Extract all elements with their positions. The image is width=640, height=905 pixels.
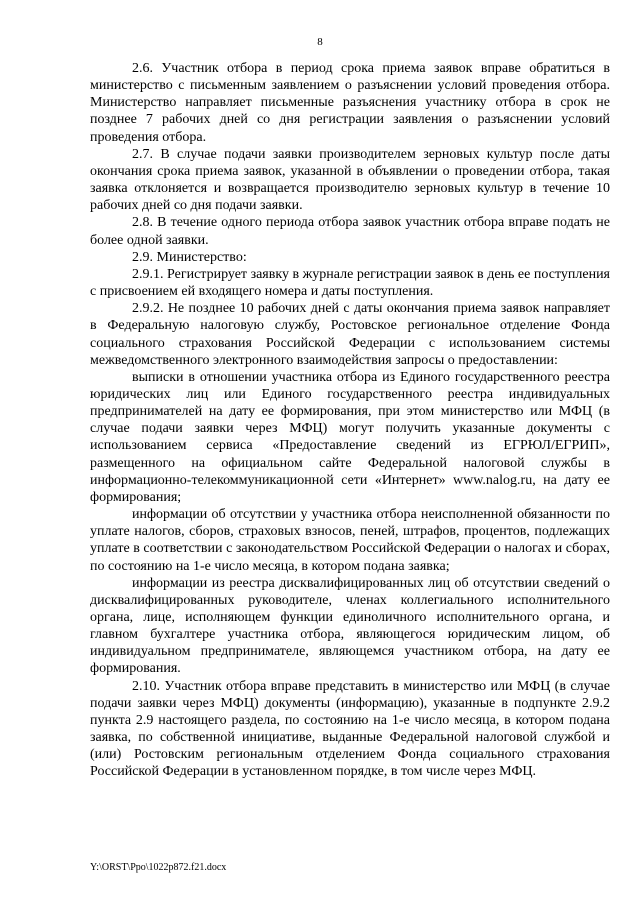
paragraph-2-8: 2.8. В течение одного периода отбора заявок участник отбора вправе подать не более одной заявки.	[90, 215, 610, 248]
footer-file-path: Y:\ORST\Ppo\1022p872.f21.docx	[90, 862, 227, 873]
paragraph-2-9-2: 2.9.2. Не позднее 10 рабочих дней с даты окончания приема заявок направляет в Федеральную налоговую службу, Ростовское региональное отделение Фонда социального страхования Российской Федерации с использованием системы межведомственного электронного взаимодействия запросы о предоставлении:	[90, 301, 610, 368]
paragraph-tax-info: информации об отсутствии у участника отбора неисполненной обязанности по уплате налогов, сборов, страховых взносов, пеней, штрафов, процентов, подлежащих уплате в соответствии с законодательством Российской Федерации о налогах и сборах, по состоянию на 1-е число месяца, в котором подана заявка;	[90, 507, 610, 574]
paragraph-egrul-extract: выписки в отношении участника отбора из Единого государственного реестра юридических лиц или Единого государственного реестра индивидуальных предпринимателей на дату ее формирования, при этом министерство или МФЦ (в случае подачи заявки через МФЦ) могут получить указанные документы с использованием сервиса «Предоставление сведений из ЕГРЮЛ/ЕГРИП», размещенного на официальном сайте Федеральной налоговой службы в информационно-телекоммуникационной сети «Интернет» www.nalog.ru, на дату ее формирования;	[90, 369, 610, 505]
paragraph-2-7: 2.7. В случае подачи заявки производителем зерновых культур после даты окончания срока приема заявок, указанной в объявлении о проведении отбора, такая заявка отклоняется и возвращается производителю зерновых культур в течение 10 рабочих дней со дня подачи заявки.	[90, 146, 610, 214]
paragraph-disqualified-registry: информации из реестра дисквалифицированных лиц об отсутствии сведений о дисквалифицированных руководителе, членах коллегиального исполнительного органа, лице, исполняющем функции единоличного исполнительного органа, и главном бухгалтере участника отбора, являющегося юридическим лицом, об индивидуальном предпринимателе, являющемся участником отбора, на дату ее формирования.	[90, 575, 610, 677]
document-body	[90, 60, 610, 781]
paragraph-2-9: 2.9. Министерство:	[132, 249, 247, 265]
page-number: 8	[317, 36, 323, 48]
paragraph-2-6: 2.6. Участник отбора в период срока приема заявок вправе обратиться в министерство с письменным заявлением о разъяснении условий проведения отбора. Министерство направляет письменные разъяснения участнику отбора в срок не позднее 7 рабочих дней со дня регистрации заявления о разъяснении условий проведения отбора.	[90, 61, 610, 145]
paragraph-2-10: 2.10. Участник отбора вправе представить в министерство или МФЦ (в случае подачи заявки через МФЦ) документы (информацию), указанные в подпункте 2.9.2 пункта 2.9 настоящего раздела, по состоянию на 1-е число месяца, в котором подана заявка, по собственной инициативе, выданные Федеральной налоговой службой и (или) Ростовским региональным отделением Фонда социального страхования Российской Федерации в установленном порядке, в том числе через МФЦ.	[90, 678, 610, 780]
paragraph-2-9-1: 2.9.1. Регистрирует заявку в журнале регистрации заявок в день ее поступления с присвоением ей входящего номера и даты поступления.	[90, 266, 610, 300]
